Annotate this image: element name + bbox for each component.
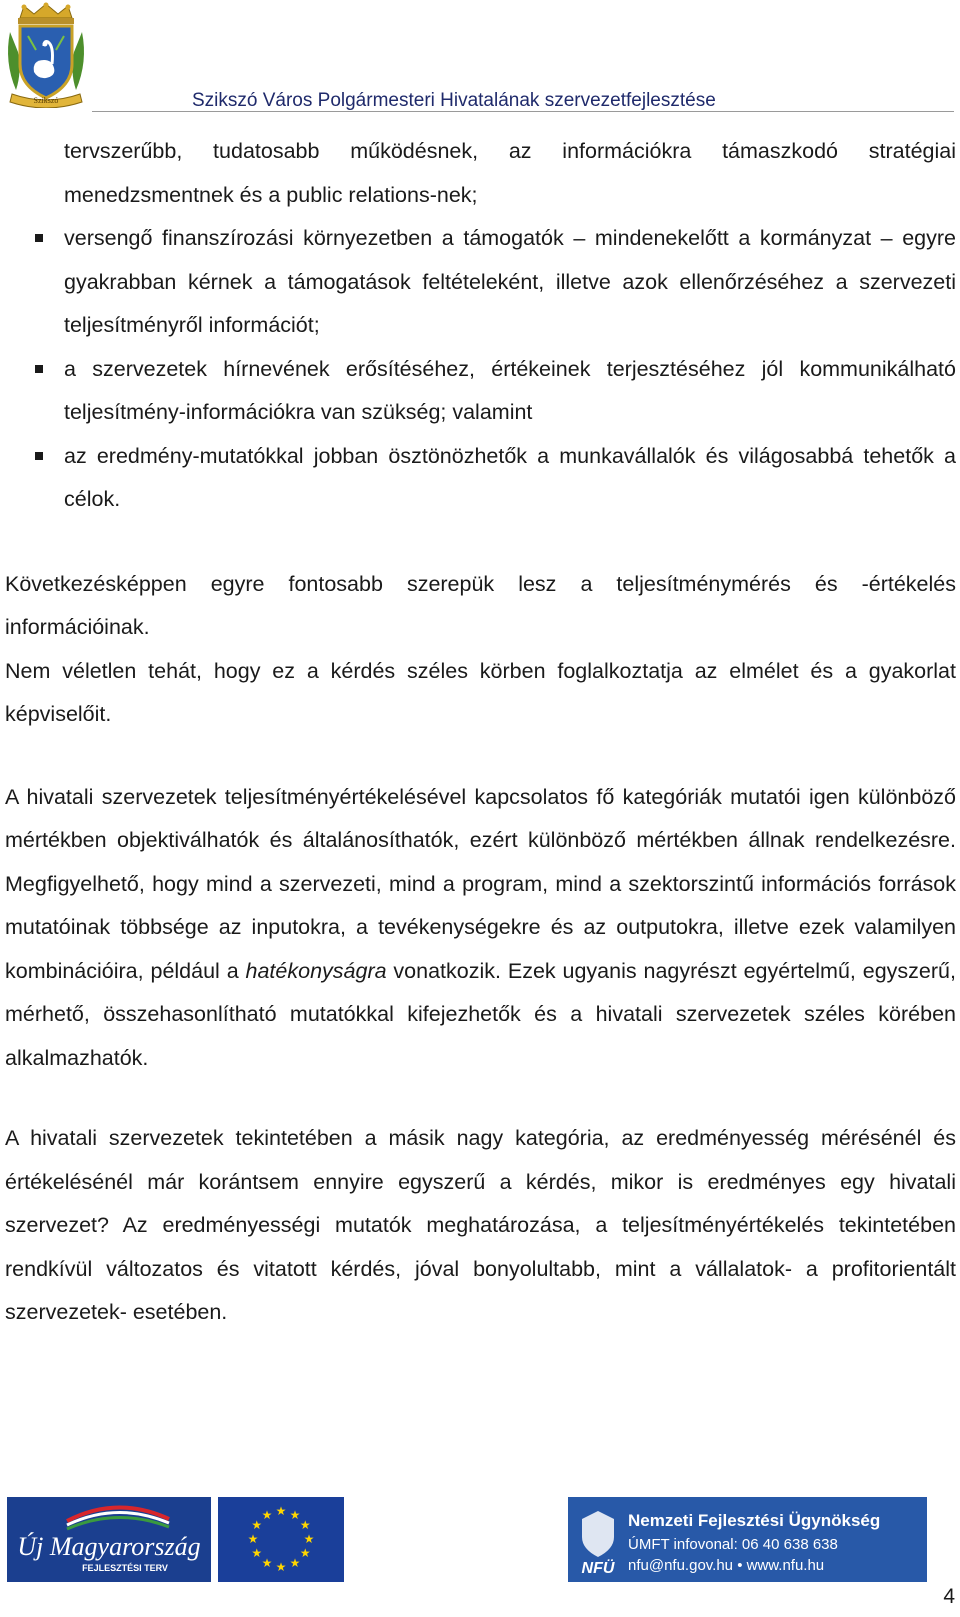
paragraph: Nem véletlen tehát, hogy ez a kérdés széles körben foglalkoztatja az elmélet és a gyakorlat képviselőit. (5, 658, 956, 726)
paragraph: Következésképpen egyre fontosabb szerepük lesz a teljesítménymérés és -értékelés információinak. (5, 571, 956, 639)
uj-magyarorszag-logo (7, 1497, 211, 1582)
list-item (5, 130, 956, 217)
list-item-text: tervszerűbb, tudatosabb működésnek, az információkra támaszkodó stratégiai menedzsmentnek és a public relations-nek; (64, 139, 956, 207)
eu-star-icon: ★ (299, 1546, 311, 1560)
eu-star-icon: ★ (289, 1507, 301, 1522)
square-bullet-icon (35, 452, 43, 460)
eu-star-icon: ★ (261, 1556, 273, 1571)
eu-star-icon: ★ (299, 1518, 311, 1532)
list-item (5, 435, 956, 522)
list-item-text: versengő finanszírozási környezetben a támogatók – mindenekelőtt a kormányzat – egyre gyakrabban kérnek a támogatások feltételeként, illetve azok ellenőrzéséhez a szervezeti teljesítményről információt; (64, 226, 956, 337)
svg-text:Szikszó: Szikszó (33, 96, 59, 105)
header-divider (92, 111, 954, 112)
benefit-bullet-list (5, 130, 956, 522)
page-number: 4 (943, 1585, 955, 1608)
paragraph-text: vonatkozik. Ezek ugyanis nagyrészt egyértelmű, egyszerű, mérhető, összehasonlítható mutatókkal kifejezhetők és a hivatali szervezetek széles körében alkalmazhatók. (5, 958, 956, 1070)
eu-star-icon: ★ (275, 1560, 287, 1574)
eu-star-icon: ★ (275, 1504, 287, 1518)
nfu-title-text: Nemzeti Fejlesztési Ügynökség (628, 1511, 881, 1530)
szikszo-coat-of-arms-logo (2, 2, 90, 108)
list-item-text: a szervezetek hírnevének erősítéséhez, értékeinek terjesztéséhez jól kommunikálható teljesítmény-információkra van szükség; valamint (64, 356, 956, 424)
eu-star-icon: ★ (261, 1507, 273, 1522)
eu-star-icon: ★ (303, 1532, 315, 1546)
list-item-text: az eredmény-mutatókkal jobban ösztönözhetők a munkavállalók és világosabbá tehetők a célok. (64, 443, 956, 511)
umft-logo-main-text: Új Magyarország (17, 1532, 201, 1561)
nfu-logo (568, 1497, 927, 1582)
eu-star-icon: ★ (289, 1556, 301, 1571)
nfu-contact-text: nfu@nfu.gov.hu • www.nfu.hu (628, 1557, 825, 1574)
square-bullet-icon (35, 234, 43, 242)
paragraph-text: A hivatali szervezetek teljesítményértékelésével kapcsolatos fő kategóriák mutatói igen különböző mértékben objektiválhatók és általánosíthatók, ezért különböző mértékben állnak rendelkezésre. Megfigyelhető, hogy mind a szervezeti, mind a program, mind a szektorszintű információs források mutatóinak többsége az inputokra, a tevékenységekre és az outputokra, illetve ezek valamilyen kombinációira, például a (5, 784, 956, 983)
italic-term: hatékonyságra (245, 958, 387, 983)
eu-star-icon: ★ (251, 1546, 263, 1560)
page-header (0, 0, 960, 112)
nfu-mark-text: NFÜ (581, 1560, 615, 1577)
eu-star-icon: ★ (247, 1532, 259, 1546)
eu-flag-logo (218, 1497, 344, 1582)
list-item (5, 217, 956, 348)
list-item (5, 348, 956, 435)
umft-logo-sub-text: FEJLESZTÉSI TERV (82, 1563, 168, 1573)
paragraph: A hivatali szervezetek tekintetében a másik nagy kategória, az eredményesség mérésénél és értékelésénél már korántsem ennyire egyszerű a kérdés, mikor is eredményes egy hivatali szervezet? Az eredményességi mutatók meghatározása, a teljesítményértékelés tekintetében rendkívül változatos és vitatott kérdés, jóval bonyolultabb, mint a vállalatok- a profitorientált szervezetek- esetében. (5, 1126, 956, 1324)
square-bullet-icon (35, 365, 43, 373)
document-body (5, 130, 956, 1335)
nfu-infoline-text: ÚMFT infovonal: 06 40 638 638 (628, 1536, 838, 1553)
page-footer (0, 1497, 960, 1617)
paragraph (5, 776, 956, 1081)
eu-star-icon: ★ (251, 1518, 263, 1532)
document-header-title: Szikszó Város Polgármesteri Hivatalának szervezetfejlesztése (192, 90, 716, 111)
